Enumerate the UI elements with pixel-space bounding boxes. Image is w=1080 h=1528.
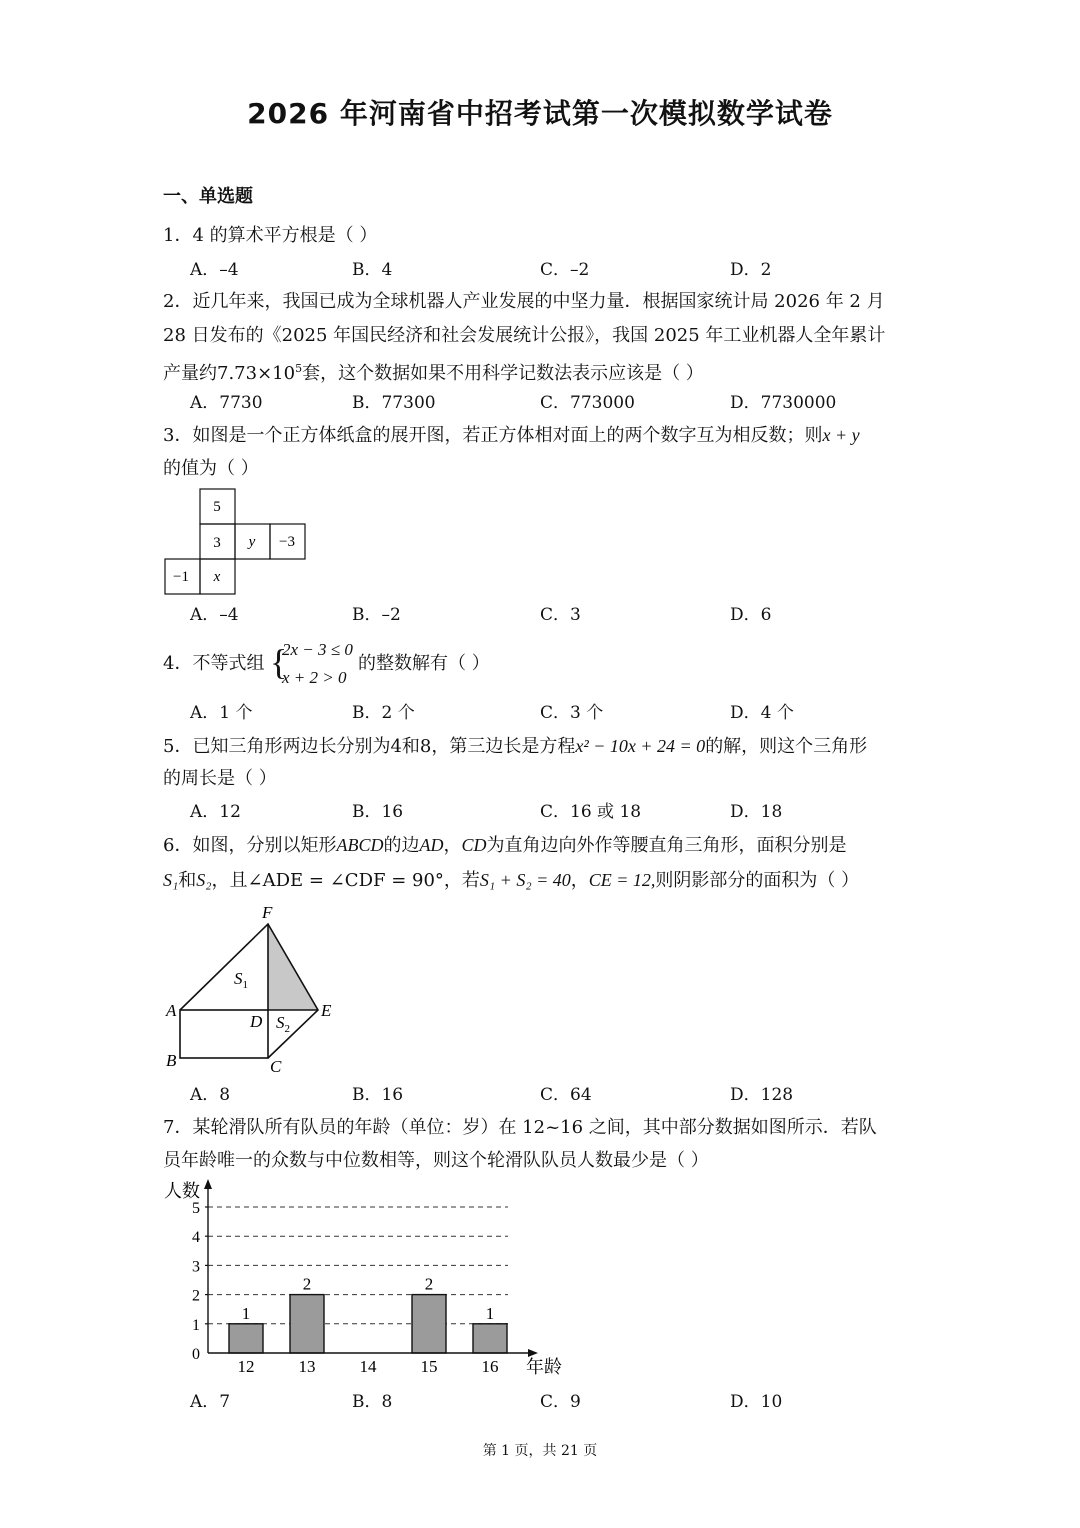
x-axis-label: 年龄 [526,1357,562,1377]
q4-option-a: A．1 个 [190,703,253,723]
q4-prefix: 4．不等式组 [163,653,265,674]
x-tick-label-16: 16 [481,1357,499,1376]
q2-option-d: D．7730000 [730,393,837,413]
q6-text-c: 为直角边向外作等腰直角三角形，面积分别是 [486,835,847,856]
data-label-12: 1 [241,1303,251,1323]
q5-option-c: C．16 或 18 [540,802,642,822]
q6-option-b: B．16 [352,1085,404,1105]
y-tick-label: 4 [192,1229,200,1247]
q6-cd: CD [461,835,487,855]
q7-option-b: B．8 [352,1392,393,1412]
q5-line-1 [163,734,867,759]
net-cell-3: 3 [213,535,221,551]
q6-line-1 [163,833,846,858]
section-heading: 一、单选题 [163,186,253,207]
page-title: 2026 年河南省中招考试第一次模拟数学试卷 [247,97,833,130]
q6-and: 和 [178,870,197,891]
q3-expression: x + y [822,425,860,445]
q7-line-1: 7．某轮滑队所有队员的年龄（单位：岁）在 12~16 之间，其中部分数据如图所示．若队 [163,1117,877,1138]
q5-option-a: A．12 [190,802,241,822]
q3-line-1 [163,423,860,448]
data-label-15: 2 [424,1274,434,1294]
label-e: E [321,1001,332,1020]
q6-s2: S₂ [196,870,212,890]
page-footer: 第 1 页，共 21 页 [482,1443,598,1459]
inequality-1: 2x − 3 ≤ 0 [282,640,353,659]
q7-option-a: A．7 [190,1392,231,1412]
q7-option-c: C．9 [540,1392,581,1412]
q5-line-2: 的周长是（ ） [163,768,277,789]
q3-text: 3．如图是一个正方体纸盒的展开图，若正方体相对面上的两个数字互为相反数；则 [163,425,823,446]
net-cell-neg3: −3 [279,534,295,550]
q6-angle-cond: ，且∠ADE = ∠CDF = 90°，若 [211,870,480,891]
x-tick-label-12: 12 [237,1357,255,1376]
q6-line-2 [163,868,859,893]
inequality-2: x + 2 > 0 [282,668,347,687]
q2-option-c: C．773000 [540,393,635,413]
q2-option-a: A．7730 [190,393,263,413]
q3-option-b: B．–2 [352,605,401,625]
q4-option-d: D．4 个 [730,703,794,723]
q6-option-c: C．64 [540,1085,592,1105]
label-c: C [270,1057,282,1076]
q6-sum-cond: S₁ + S₂ = 40 [479,870,571,890]
q6-option-d: D．128 [730,1085,794,1105]
q3-option-c: C．3 [540,605,581,625]
q6-comma-2: ， [570,870,589,891]
q2-text-b: 套，这个数据如果不用科学记数法表示应该是（ ） [302,363,704,384]
q2-line-1: 2．近几年来，我国已成为全球机器人产业发展的中坚力量．根据国家统计局 2026 年 2 月 [163,291,885,312]
net-cell-5: 5 [213,499,221,515]
label-s2: $S_2$ [276,1013,290,1035]
q2-number: 7.73×10 [217,363,296,384]
data-label-16: 1 [485,1303,495,1323]
y-tick-label: 3 [192,1258,200,1276]
brace-icon: { [270,642,288,682]
bar-16 [473,1324,507,1353]
age-bar-chart [160,1175,600,1385]
q3-option-a: A．–4 [190,605,239,625]
label-d: D [250,1012,263,1031]
y-tick-label: 1 [192,1316,200,1334]
q2-option-b: B．77300 [352,393,436,413]
q6-ce-cond: CE = 12, [588,870,656,890]
net-cell-y: y [248,534,256,550]
q6-question: 则阴影部分的面积为（ ） [655,870,860,891]
q4-option-b: B．2 个 [352,703,415,723]
q5-option-b: B．16 [352,802,404,822]
q6-rect: ABCD [336,835,384,855]
q5-a: 4 [390,736,402,757]
net-cell-neg1: −1 [173,569,189,585]
q6-option-a: A．8 [190,1085,231,1105]
y-axis-label: 人数 [164,1181,200,1201]
net-cell-x: x [213,569,221,585]
x-tick-label-14: 14 [359,1357,377,1376]
q5-and: 和 [401,736,420,757]
q5-text-b: ，第三边长是方程 [431,736,576,757]
q6-text-b: 的边 [383,835,420,856]
q4-suffix: 的整数解有（ ） [358,653,490,674]
q7-line-2: 员年龄唯一的众数与中位数相等，则这个轮滑队队员人数最少是（ ） [163,1150,709,1171]
q7-option-d: D．10 [730,1392,783,1412]
q6-comma: ， [443,835,462,856]
q5-text-a: 5．已知三角形两边长分别为 [163,736,391,757]
data-label-13: 2 [302,1274,312,1294]
q1-stem: 1．4 的算术平方根是（ ） [163,225,378,246]
q1-option-a: A．–4 [190,260,239,280]
q5-option-d: D．18 [730,802,783,822]
q1-option-b: B．4 [352,260,393,280]
label-f: F [262,903,273,922]
q2-line-3 [163,357,704,386]
q5-text-c: 的解，则这个三角形 [705,736,868,757]
cube-net-diagram [160,485,310,595]
bar-12 [229,1324,263,1353]
q5-b: 8 [419,736,432,757]
bar-15 [412,1295,446,1353]
inequality-system [282,636,353,692]
q6-geometry-figure [160,900,350,1080]
y-tick-label: 5 [192,1200,200,1217]
y-tick-label: 0 [192,1346,200,1363]
q4-option-c: C．3 个 [540,703,604,723]
q6-text-a: 6．如图，分别以矩形 [163,835,337,856]
q3-line-2: 的值为（ ） [163,458,259,479]
q1-option-c: C．–2 [540,260,590,280]
x-tick-label-15: 15 [420,1357,438,1376]
q1-option-d: D．2 [730,260,772,280]
q5-equation: x² − 10x + 24 = 0 [575,736,706,756]
q2-exponent: 5 [295,362,303,375]
y-tick-label: 2 [192,1287,200,1305]
label-s1: $S_1$ [234,969,248,991]
x-tick-label-13: 13 [298,1357,316,1376]
label-a: A [166,1001,177,1020]
label-b: B [166,1051,177,1070]
q3-option-d: D．6 [730,605,772,625]
q2-line-2: 28 日发布的《2025 年国民经济和社会发展统计公报》，我国 2025 年工业机器人全年累计 [163,325,886,346]
q6-s1: S₁ [163,870,179,890]
bar-13 [290,1295,324,1353]
q6-ad: AD [419,835,444,855]
q2-text-a: 产量约 [163,363,217,384]
